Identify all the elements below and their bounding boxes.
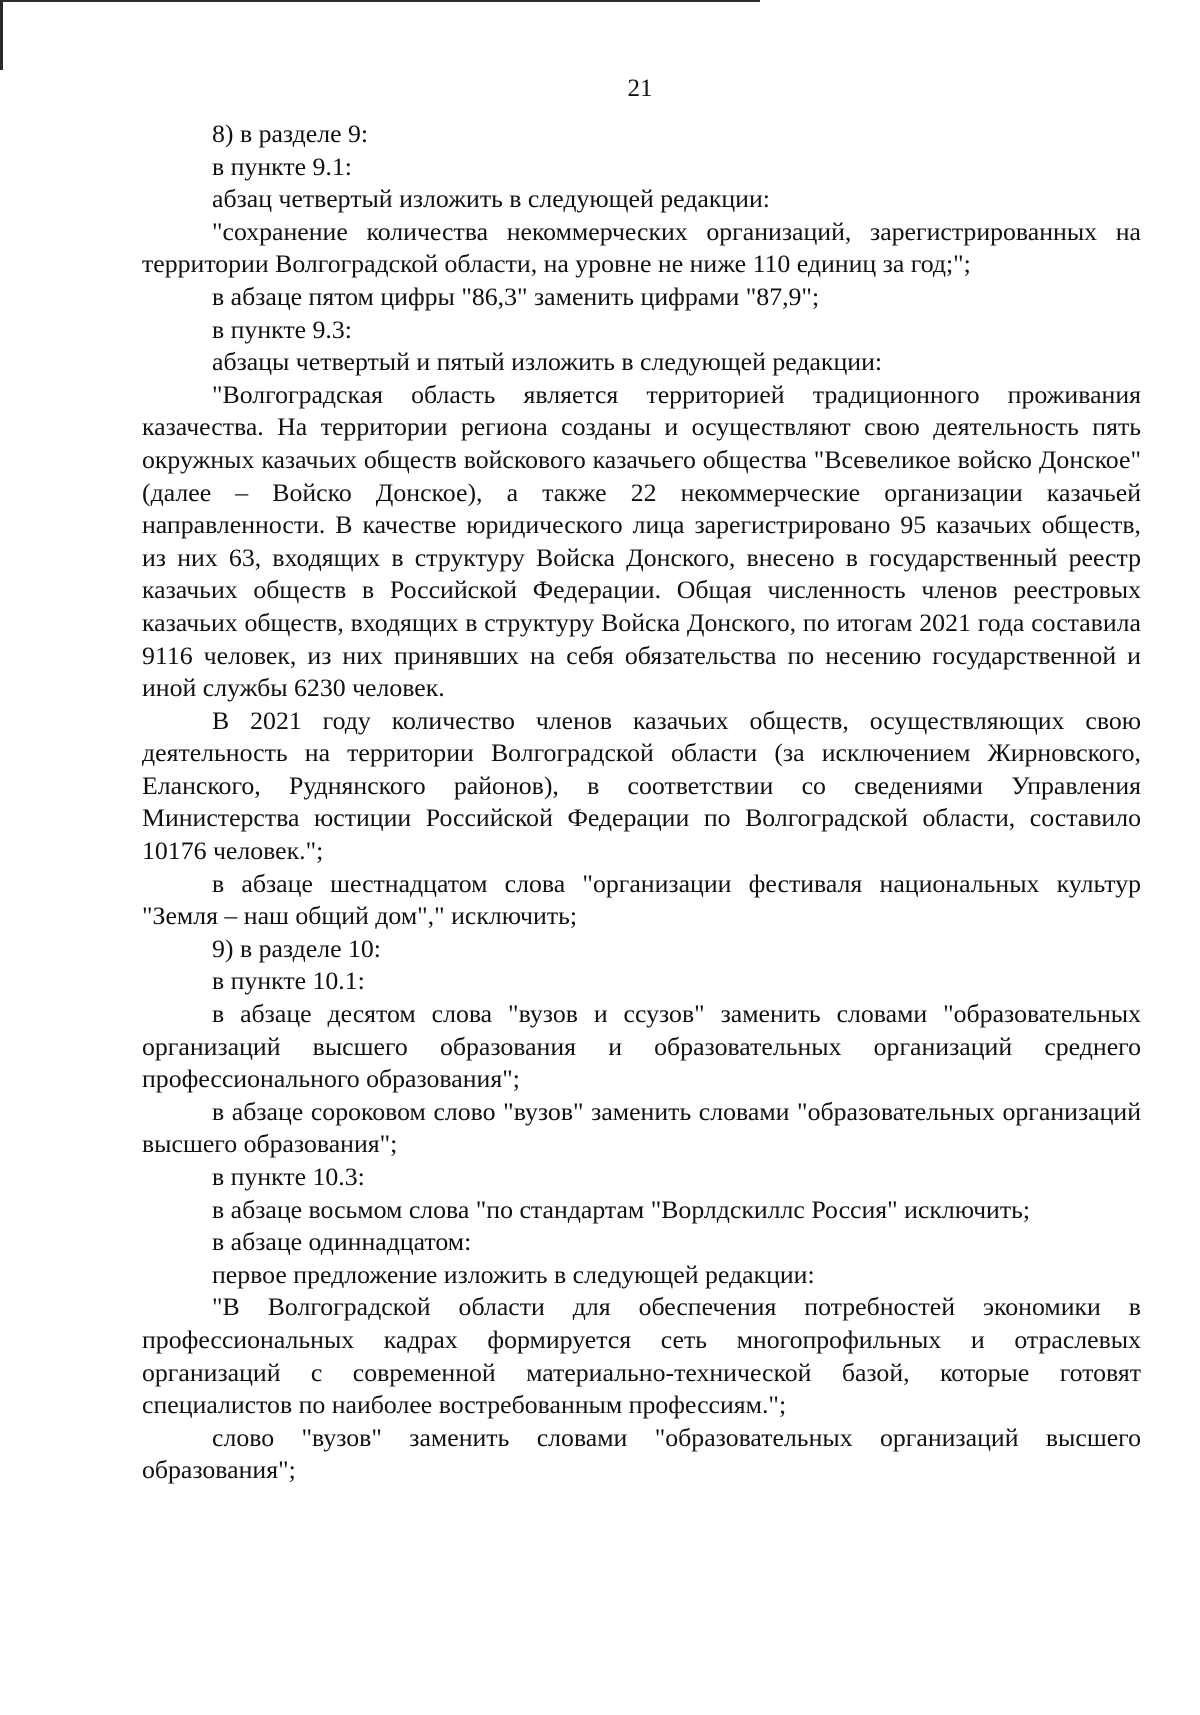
scan-edge-top: [0, 0, 760, 2]
scan-edge-left: [0, 0, 3, 70]
paragraph-instruction: в абзаце сороковом слово "вузов" заменить словами "образовательных организаций высшего образования";: [142, 1096, 1141, 1159]
paragraph-item-10-3: в пункте 10.3:: [212, 1162, 365, 1191]
paragraph-section-9: 8) в разделе 9:: [212, 119, 369, 148]
page-number: 21: [627, 75, 653, 102]
paragraph-quote-nko: "сохранение количества некоммерческих организаций, зарегистрированных на территории Волгоградской области, на уровне не ниже 110 единиц за год;";: [142, 216, 1141, 279]
paragraph-instruction: абзацы четвертый и пятый изложить в следующей редакции:: [212, 347, 883, 377]
paragraph-instruction: в абзаце десятом слова "вузов и ссузов" заменить словами "образовательных организаций высшего образования и образовательных организаций среднего профессионального образования";: [142, 999, 1141, 1094]
paragraph-instruction: в абзаце восьмом слова "по стандартам "Ворлдскиллс Россия" исключить;: [212, 1194, 1031, 1224]
paragraph-instruction: слово "вузов" заменить словами "образовательных организаций высшего образования";: [142, 1422, 1141, 1485]
paragraph-item-9-1: в пункте 9.1:: [212, 151, 352, 181]
paragraph-quote-cossacks-2021: В 2021 году количество членов казачьих обществ, осуществляющих свою деятельность на территории Волгоградской области (за исключением Жирновского, Еланского, Руднянского районов), в соответствии со сведениями Управления Министерства юстиции Российской Федерации по Волгоградской области, составило 10176 человек.";: [142, 705, 1141, 866]
paragraph-item-10-1: в пункте 10.1:: [212, 966, 365, 996]
paragraph-instruction: первое предложение изложить в следующей редакции:: [212, 1259, 815, 1289]
paragraph-instruction: абзац четвертый изложить в следующей редакции:: [212, 184, 770, 214]
paragraph-section-10: 9) в разделе 10:: [212, 933, 381, 963]
paragraph-instruction: в абзаце пятом цифры "86,3" заменить цифрами "87,9";: [212, 281, 820, 311]
paragraph-instruction: в абзаце шестнадцатом слова "организации фестиваля национальных культур "Земля – наш общий дом"," исключить;: [142, 868, 1141, 931]
paragraph-quote-cossacks: "Волгоградская область является территорией традиционного проживания казачества. На территории региона созданы и осуществляют свою деятельность пять окружных казачьих обществ войскового казачьего общества "Всевеликое войско Донское" (далее – Войско Донское), а также 22 некоммерческие организации казачьей направленности. В качестве юридического лица зарегистрировано 95 казачьих обществ, из них 63, входящих в структуру Войска Донского, внесено в государственный реестр казачьих обществ в Российской Федерации. Общая численность членов реестровых казачьих обществ, входящих в структуру Войска Донского, по итогам 2021 года составила 9116 человек, из них принявших на себя обязательства по несению государственной и иной службы 6230 человек.: [142, 379, 1141, 703]
paragraph-item-9-3: в пункте 9.3:: [212, 314, 352, 344]
document-body: [142, 118, 1141, 1487]
paragraph-instruction: в абзаце одиннадцатом:: [212, 1227, 472, 1257]
paragraph-quote-education: "В Волгоградской области для обеспечения потребностей экономики в профессиональных кадрах формируется сеть многопрофильных и отраслевых организаций с современной материально-технической базой, которые готовят специалистов по наиболее востребованным профессиям.";: [142, 1292, 1141, 1420]
